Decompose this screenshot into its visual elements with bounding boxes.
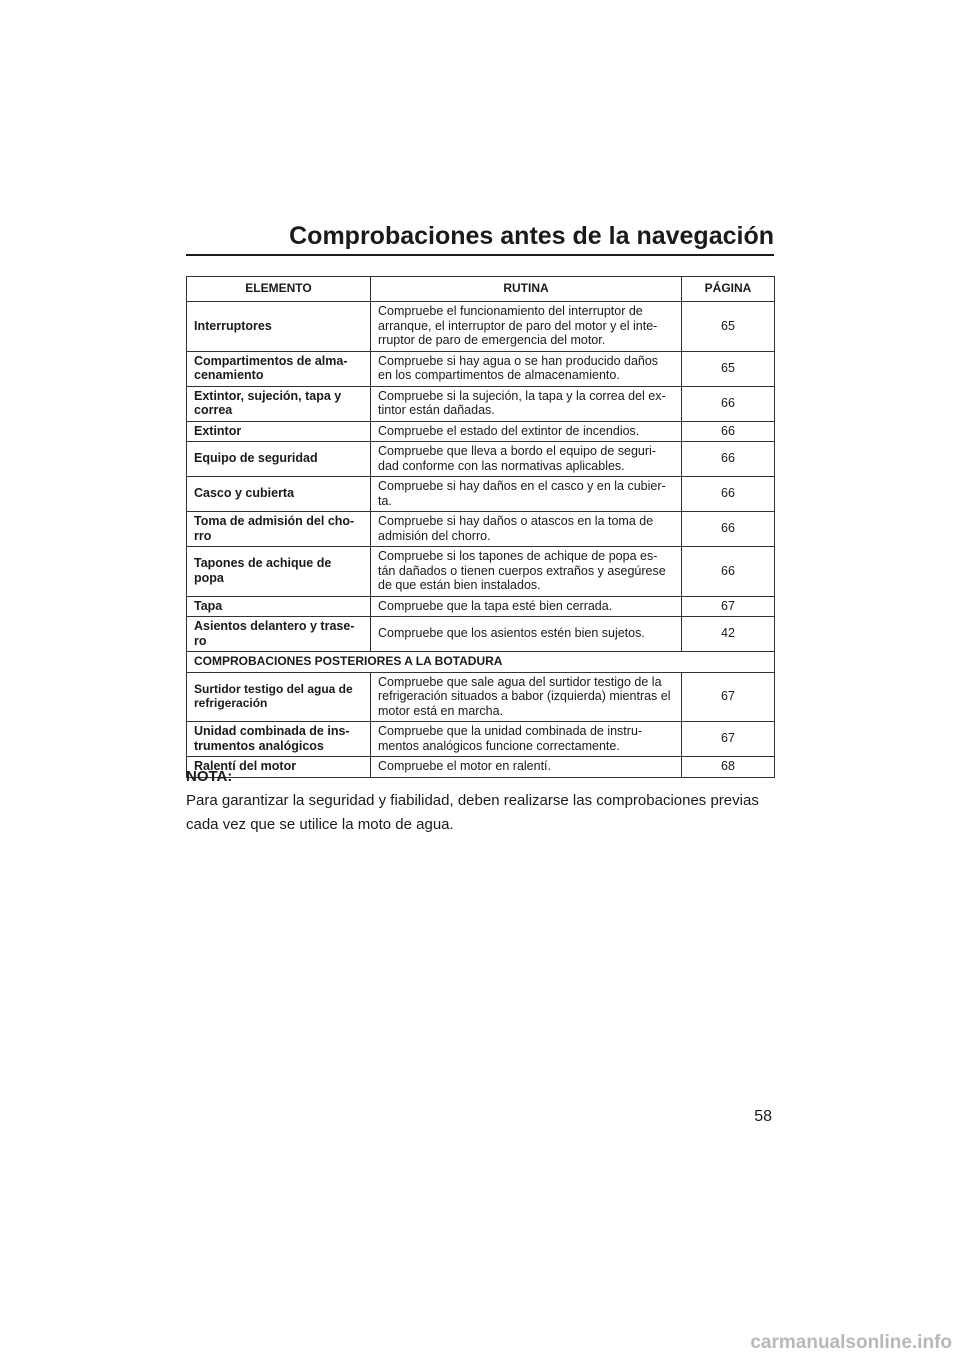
row-routine: Compruebe que lleva a bordo el equipo de seguri-dad conforme con las normativas aplicables. (371, 442, 682, 477)
row-routine: Compruebe si hay daños o atascos en la toma de admisión del chorro. (371, 512, 682, 547)
row-item: Equipo de seguridad (187, 442, 371, 477)
row-routine: Compruebe si hay daños en el casco y en la cubier-ta. (371, 477, 682, 512)
table-row (187, 547, 775, 597)
row-routine: Compruebe si hay agua o se han producido daños en los compartimentos de almacenamiento. (371, 351, 682, 386)
section-header-row (187, 652, 775, 673)
table-row (187, 351, 775, 386)
row-item: Unidad combinada de ins-trumentos analógicos (187, 722, 371, 757)
row-item: Toma de admisión del cho-rro (187, 512, 371, 547)
row-page: 66 (682, 442, 775, 477)
table-row (187, 512, 775, 547)
row-page: 67 (682, 722, 775, 757)
note-body: Para garantizar la seguridad y fiabilidad, deben realizarse las comprobaciones previas cada vez que se utilice la moto de agua. (186, 792, 759, 833)
table-row (187, 596, 775, 617)
table-row (187, 722, 775, 757)
row-item: Ralentí del motor (187, 757, 371, 778)
table-row (187, 442, 775, 477)
table-header-row (187, 277, 775, 302)
header-item: ELEMENTO (187, 277, 371, 302)
row-item: Casco y cubierta (187, 477, 371, 512)
row-routine: Compruebe el motor en ralentí. (371, 757, 682, 778)
table-row (187, 386, 775, 421)
row-item: Asientos delantero y trase-ro (187, 617, 371, 652)
table-row (187, 672, 775, 722)
row-routine: Compruebe el estado del extintor de incendios. (371, 421, 682, 442)
section-title: COMPROBACIONES POSTERIORES A LA BOTADURA (187, 652, 775, 673)
pre-operation-checklist-table (186, 276, 775, 778)
table-row (187, 617, 775, 652)
row-page: 65 (682, 302, 775, 352)
row-item: Extintor, sujeción, tapa y correa (187, 386, 371, 421)
row-page: 67 (682, 672, 775, 722)
row-routine: Compruebe que los asientos estén bien sujetos. (371, 617, 682, 652)
header-page: PÁGINA (682, 277, 775, 302)
row-page: 67 (682, 596, 775, 617)
table-row (187, 302, 775, 352)
row-item: Tapa (187, 596, 371, 617)
row-page: 66 (682, 512, 775, 547)
row-routine: Compruebe el funcionamiento del interruptor de arranque, el interruptor de paro del motor y el inte-rruptor de paro de emergencia del motor. (371, 302, 682, 352)
row-item: Interruptores (187, 302, 371, 352)
row-routine: Compruebe si los tapones de achique de popa es-tán dañados o tienen cuerpos extraños y asegúrese de que están bien instalados. (371, 547, 682, 597)
note-title: NOTA: (186, 768, 233, 785)
row-item: Extintor (187, 421, 371, 442)
row-page: 65 (682, 351, 775, 386)
row-page: 68 (682, 757, 775, 778)
row-page: 66 (682, 386, 775, 421)
row-item: Compartimentos de alma-cenamiento (187, 351, 371, 386)
row-item: Tapones de achique de popa (187, 547, 371, 597)
row-routine: Compruebe si la sujeción, la tapa y la correa del ex-tintor están dañadas. (371, 386, 682, 421)
page-number: 58 (754, 1108, 772, 1125)
row-routine: Compruebe que sale agua del surtidor testigo de la refrigeración situados a babor (izquierda) mientras el motor está en marcha. (371, 672, 682, 722)
title-divider (186, 254, 774, 256)
header-routine: RUTINA (371, 277, 682, 302)
table-row (187, 757, 775, 778)
row-page: 66 (682, 547, 775, 597)
row-routine: Compruebe que la tapa esté bien cerrada. (371, 596, 682, 617)
watermark: carmanualsonline.info (750, 1332, 952, 1353)
row-item: Surtidor testigo del agua de refrigeración (187, 672, 371, 722)
row-routine: Compruebe que la unidad combinada de instru-mentos analógicos funcione correctamente. (371, 722, 682, 757)
row-page: 66 (682, 421, 775, 442)
row-page: 42 (682, 617, 775, 652)
page-title: Comprobaciones antes de la navegación (289, 222, 774, 250)
row-page: 66 (682, 477, 775, 512)
table-row (187, 421, 775, 442)
table-row (187, 477, 775, 512)
